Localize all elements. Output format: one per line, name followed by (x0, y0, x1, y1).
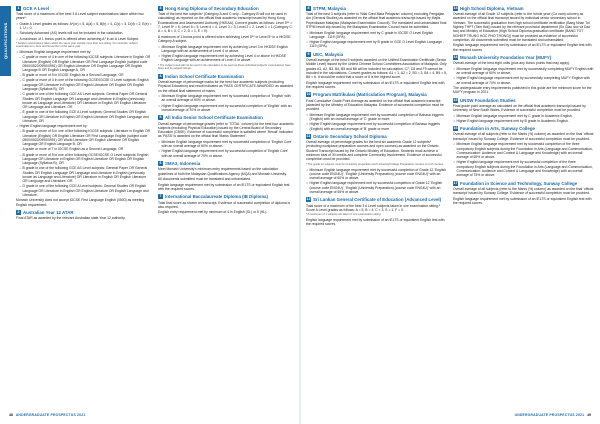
body-paragraph: Overall average of the best eight units (plus any bonus points that may apply). (453, 61, 571, 66)
section-title: Foundation in Science and Technology, Sunway College (460, 180, 578, 186)
section-heading (453, 181, 594, 186)
right-page-number: 49 (587, 413, 591, 417)
section-heading (158, 115, 294, 120)
bullet-item: • Minimum English language requirement met by C grade in Academic English. (453, 114, 594, 118)
bullet-item: • Higher English language requirement met by achieving Level 4 or above in HKDSE English Language with an achievement of Level 4 or above. (158, 54, 294, 63)
sub-bullet-item: – E grade in one of the following GCE A Level subjects: General Studies OR English Language OR Literature in English OR English Literature OR English Language and Literature, OR (16, 110, 152, 123)
body-paragraph: Overall average of the best 5 subjects awarded on the Unified Examination Certificate (Senior Middle Level) issued by the United Chinese School Committees Association of Malaysia. Only grades A1, A2, B3, B4, B5 and B6 will be included for calculation. C7, C8 and F9 cannot be included in the calculations. Convert grades as follows: A1 = 1, A2 = 2, B3 = 3, B4 = 4, B5 = 5, B6 = 6. It should be noted that a score of 6 is the highest score. (306, 58, 447, 80)
right-page-column-1 (306, 6, 447, 406)
qualification-section (453, 6, 594, 52)
body-paragraph: A maximum of 1 bonus point is offered when achieving Level 5** or Level 5* in a HKDSE Category A subject. (158, 34, 291, 44)
section-number-badge: 11 (306, 134, 311, 138)
section-number-badge: 8 (307, 6, 310, 10)
sub-bullet-item: – B grade or more of 5 in one of the following IGCSE subjects: Literature in English OR Literature (English) OR English Literature OR First Language English (subject code 0500/0522/0990/0991) OR World Literature OR English Literature OR English Language OR English Language B, OR (16, 129, 152, 146)
bullet-item: • Minimum English language requirement met by successful completion of Grade 12 'English (course code ENG4U)', 'English (University Preparation) (course code ENG4U)' with an overall average of 60% or above. (306, 168, 447, 181)
section-number-badge: 13 (453, 6, 458, 10)
section-title: Australian Year 12 ATAR (23, 209, 74, 215)
body-paragraph: Overall average of all subjects (refer to the Marks (%) column) as awarded on the final 'official transcript' issued by Sunway College. Evidence of successful completion must be provided. (453, 186, 594, 196)
section-number-badge: 4 (159, 73, 162, 78)
body-paragraph: English entry requirement met by minimum of 4 in English (SL) or 5 (HL). (158, 210, 268, 215)
body-paragraph: All documents submitted must be translated and untranslated. (158, 177, 251, 182)
section-heading (16, 6, 152, 11)
bullet-item: • Scholarly Advanced (AS) levels will not be included in the calculation. (16, 31, 152, 35)
body-paragraph: Total score of a maximum of the best 3 A Level subjects taken in one examination sitting.* Score A Level grades as follows: A = 5, B = 4, C = 3, S = 1, F = 0. (306, 203, 441, 212)
bullet-item: • Higher English language requirement met by B grade in GCE O Level English Language - 1119 (GPA). (306, 40, 447, 49)
qualification-section (158, 161, 294, 191)
sub-bullet-item: – D grade in one of the following GCE A Level subjects: General Studies OR English Language OR Literature in English OR English Literature OR English Language and Literature. (16, 184, 152, 197)
section-title: GCE A Level (23, 6, 50, 11)
left-page-column-2 (158, 6, 294, 406)
right-footer (306, 412, 594, 418)
bullet-item: • Minimum English language requirement met by successful completion of the three compulsory English subjects during the Foundation in Arts (Language and Communication, Communication: Audience and Context & Language and Knowledge) with an overall average of 65% or above. (453, 142, 594, 159)
bullet-item: • Minimum English language requirement met by C grade in IGCSE O Level English Language - 1119 (GPA). (306, 31, 447, 40)
sub-bullet-item: – B grade or more of 5 in IGCSE English as a Second Language, OR (16, 73, 152, 77)
bullet-item: • A maximum of 1 bonus point is offered when achieving A* in an A Level Subject. (16, 37, 152, 41)
bullet-item: • Minimum English language requirement met by successful completion of Bahasa Inggeris (English) with an overall average of 'C' grade or more. (306, 113, 447, 122)
right-page-column-2 (453, 6, 594, 406)
left-page-column-1 (16, 6, 152, 406)
footnote: * The grade 12 subjects must be University preparation and University/College Preparation courses U or M courses. (306, 162, 444, 166)
qualification-section (158, 6, 294, 71)
section-number-badge: 9 (307, 51, 310, 56)
section-heading (306, 52, 447, 57)
body-paragraph: Overall average of percentage grades for the best six academic Grade 12 subjects* (excluding workplace preparation courses and open courses) as awarded on the Ontario Student Transcript issued by the Ontario Ministry of Education. Students must achieve a minimum total of 30 credits and complete Community Involvement. Evidence of successful completion must be provided. (306, 140, 442, 162)
left-page (16, 6, 294, 406)
qualification-section (158, 74, 294, 112)
right-page (306, 6, 594, 406)
section-heading (306, 134, 447, 139)
section-number-badge: 6 (159, 161, 162, 166)
left-page-number: 48 (9, 413, 13, 417)
section-title: UNSW Foundation Studies (460, 97, 516, 103)
section-title: STPM, Malaysia (313, 6, 346, 11)
bullet-item: • Minimum English language requirement met by successful completion of 'English' with an overall average of 60% or above. (158, 94, 294, 103)
section-title: High School Diploma, Vietnam (460, 6, 524, 11)
section-number-badge: 1 (17, 6, 20, 10)
body-paragraph: Meet Monash University's minimum entry requirements based on the calculation guidelines of both the Malaysian Qualifications Agency (MQA) and Monash University. (158, 167, 287, 176)
bullet-item: • Higher English language requirement met by B grade in Academic English. (453, 119, 594, 123)
body-paragraph: Total of the best five subjects* (Category A and C only - Category B will not be used in calculating) as reported on the official final academic transcript issued by Hong Kong Examinations and Assessment Authority (HKEAA). Convert grades as follows: Level 5** = 7, Level 5* = 6, Level 5 = 5, Level 4 = 4, Level 3 = 3, Level 2 = 2, Level 1 = 1 (Category C: A = 4, B = 3, C = 2, D = 1, E = 0). (158, 12, 293, 34)
body-paragraph: Final Cumulative Grade Point Average as awarded on the official final academic transcript (awarded by the Ministry of Education Malaysia. Evidence of successful completion must be provided. (306, 98, 444, 112)
bullet-item: • Higher English language requirement met by successful completion of 'English Core' with an overall average of 70% or above. (158, 149, 294, 158)
section-number-badge: 15 (453, 97, 458, 102)
footnote: * A maximum of 1 subjects are taken in one examination sitting. (306, 213, 382, 217)
qualification-section (453, 55, 594, 94)
sub-bullet-item: – C grade in one of the following GCE AS Level subjects: General Paper OR General Studies OR English Language OR Language and Literature in English (previously known as Language and Literature) OR Literature in English OR English Literature OR Language and Literature, OR (16, 92, 152, 109)
body-paragraph: Total final score as shown on transcript. Evidence of successful completion of diploma is also required. (158, 200, 291, 209)
section-title: UEC, Malaysia (313, 51, 344, 57)
section-number-badge: 2 (17, 209, 20, 214)
section-title: Sri Lankan General Certificate of Education (Advanced Level) (313, 197, 442, 203)
section-heading (306, 197, 447, 202)
section-heading (306, 92, 447, 97)
qualification-section (453, 181, 594, 206)
section-heading (453, 6, 594, 11)
bullet-item: • Higher English language requirement met by successful completion of 'English' with an overall average of 70% or above. (158, 104, 294, 113)
section-heading (158, 6, 294, 11)
section-title: International Baccalaureate Diploma (IB Diploma) (165, 194, 268, 200)
sub-bullet-item: – A grade or more of 7 in IGCSE English as a Second Language, OR (16, 147, 152, 151)
section-heading (453, 126, 594, 131)
footnote: * Subject examinations taken within the same year include more than one sitting. For example: subject examinations in June and November of the same year. (16, 41, 138, 49)
section-number-badge: 10 (306, 92, 311, 97)
section-title: Program Matrikulasi (Matriculation Program), Malaysia (313, 92, 427, 98)
section-title: Ontario Secondary School Diploma (313, 134, 387, 139)
section-title: Indian School Certificate Examination (165, 73, 244, 79)
bullet-item: • Minimum English language requirement met by: (16, 50, 152, 54)
body-paragraph: Total score of a maximum of the best 3 A Level subject examinations taken within two years*: (16, 12, 144, 21)
body-paragraph: Final grade point average as calculated on the official final academic transcript issued by University of New South Wales. Evidence of successful completion must be provided. (453, 103, 586, 113)
section-title: Hong Kong Diploma of Secondary Education (165, 6, 259, 11)
qualification-section (453, 98, 594, 123)
section-number-badge: 3 (159, 6, 162, 10)
section-heading (16, 210, 152, 215)
body-paragraph: Overall average of percentage marks for the best four academic subjects (excluding Physical Education) and result indicated as 'PASS CERTIFICATE AWARDED' as awarded on the official final statement of marks. (158, 79, 293, 93)
sub-bullet-item: – C grade or more of 4 in one of the following GCSE/IGCSE O Level subjects: English Language OR Literature in English OR English Literature OR English OR English Language (Syllabus B), OR (16, 78, 152, 91)
bullet-item: • Higher English language requirement met by successfully completing MUFY English with an overall average of 70% or above. (453, 76, 594, 85)
qualification-section (16, 6, 152, 207)
bullet-item: • Minimum English language requirement met by successful completion of 'English Core' with an overall average of 60% or above. (158, 140, 294, 149)
body-paragraph: Monash University does not accept IGCSE First Language English (0500) as meeting English requirement. (16, 198, 145, 207)
qualification-section (158, 115, 294, 158)
bullet-item: • Grade A Level grades as follows: A*(or) = 5, A(a) = 5, B(b) = 4, C(c) = 3, D(d) = 2, E(e) = 1, U = 0. (16, 22, 152, 31)
section-title: SMA3, Indonesia (165, 161, 201, 167)
section-number-badge: 12 (306, 197, 311, 202)
qualification-section (453, 126, 594, 177)
qualification-section (306, 134, 447, 194)
body-paragraph: English language requirement met by submission of an IELTS or equivalent English test with the required scores. (453, 196, 592, 205)
section-number-badge: 16 (453, 126, 458, 131)
section-title: Monash University Foundation Year (MUFY) (460, 55, 552, 61)
qualification-section (158, 194, 294, 214)
sub-bullet-item: – C grade or more of 4 in one of the following IGCSE subjects: Literature in English OR Literature (English) OR English Literature OR First Language English (subject code 0500/0522/0990/0991) OR English Literature OR English Language OR English Language B OR English Language A, OR (16, 55, 152, 72)
qualification-section (306, 92, 447, 130)
right-footer-text: UNDERGRADUATE PROSPECTUS 2021 (514, 413, 585, 417)
sub-bullet-item: – B grade in one of the following GCE AS Level subjects: General Paper OR General Studies OR English Language OR Language and Literature in English (previously known as Language and Literature) OR Literature in English OR English Literature OR Language and Literature, OR (16, 166, 152, 183)
section-heading (158, 74, 294, 79)
body-paragraph: English language requirement met by submission of an IELTS or equivalent English test with the required scores. (158, 182, 290, 191)
section-number-badge: 17 (453, 180, 458, 185)
section-heading (453, 98, 594, 103)
bullet-item: • Higher English language requirement met by successful completion of the three compulsory English subjects during the Foundation in Arts (Language and Communication, Communication: Audience and Context & Language and Knowledge) with an overall average of 75% or above. (453, 160, 594, 177)
section-heading (158, 194, 294, 199)
section-heading (453, 55, 594, 60)
section-number-badge: 14 (453, 55, 458, 60)
body-paragraph: Overall average of all Grade 12 subjects (refer to the 'whole year' (Ca nam) column) as awarded on the official final transcript issued by individual senior secondary school in Vietnam. The successful graduation from high school certificate verification (Bang Nhan Tot Nghiep THPT (Tam thoi)) issued by the relevant provincial department (So Giao duc va Dao tao) and Ministry of Education (High School Diploma graduation certificate (BANG TOT NGHIEP TRUNG HOC PHO THONG)) must be provided as evidence of successful completion. All documents submitted must be translated and untranslated. (453, 12, 591, 42)
section-number-badge: 7 (159, 194, 162, 199)
left-footer (6, 412, 294, 418)
qualification-section (16, 210, 152, 220)
section-title: All India Senior School Certificate Examination (165, 115, 263, 121)
sub-bullet-item: – B grade or more of 5 in one of the following GCSE/IGCSE O Level subjects: English Language OR Literature in English OR English Literature OR English OR English Language (Syllabus B), OR (16, 153, 152, 166)
qualification-section (306, 52, 447, 89)
footnote: * The subject used will not be used in the calculation to be used as these individual subjects' examinations have been and its subject ratings. (158, 63, 291, 71)
bullet-item: • Minimum English language requirement met by successfully completing MUFY English with an overall average of 60% or above. (453, 67, 594, 76)
qualification-section (306, 197, 447, 226)
body-paragraph: Total of the best 3 subjects (refer to 'Nilai Gred Mata Pelajaran' column) excluding Pengajian Am (General Studies) as awarded on the official final academic transcript issued by Majlis Peperiksaan Malaysia (Malaysian Examination Council). The translated and untranslated final STPM result slip issued by the Malaysian Examination Council must be submitted. (306, 12, 447, 30)
qualification-section (306, 6, 447, 49)
bullet-item: • Higher English language requirement met by successful completion of Grade 12 'English (course code ENG4U)', 'English (University Preparation) (course code ENG4U)' with an overall average of 65% or above. (306, 181, 447, 194)
page-gutter (299, 0, 301, 424)
section-heading (158, 161, 294, 166)
bullet-item: • Higher English language requirement met by: (16, 124, 152, 128)
body-paragraph: English language requirement met by submission of an IELTS or equivalent English test with the required scores. (453, 43, 592, 52)
section-title: Foundation in Arts, Sunway College (460, 126, 535, 132)
body-paragraph: Overall average of all subjects (refer to the Marks (%) column) as awarded on the final 'official transcript' issued by Sunway College. Evidence of successful completion must be provided. (453, 132, 594, 141)
body-paragraph: English language requirement met by submission of an IELTS or equivalent English test with the required scores. (306, 218, 445, 227)
section-number-badge: 5 (159, 115, 162, 120)
body-paragraph: English language requirement met by submission of an IELTS or equivalent English test with the required scores. (306, 80, 445, 89)
section-heading (306, 6, 447, 11)
body-paragraph: The undergraduate entry requirements published in this guide are the minimum score for the MUFY program in 2021. (453, 85, 592, 95)
bullet-item: • Higher English language requirement met by successful completion of Bahasa Inggeris (English) with an overall average of 'B' grade or more. (306, 122, 447, 131)
body-paragraph: Final ATAR as awarded by the relevant Australian state Year 12 authority. (16, 216, 126, 221)
left-footer-text: UNDERGRADUATE PROSPECTUS 2021 (15, 413, 86, 417)
body-paragraph: Overall average of percentage grades (refer to 'TOTAL' column) for the best four academic subjects (excluding Physical Education) issued by the Central Board of Secondary Education (CBSE). Evidence of successful completion is satisfied where 'Result' indicated as 'PASS' is awarded on the official final 'Marks Statement'. (158, 121, 294, 139)
bullet-item: • Minimum English language requirement met by achieving Level 3 in HKDSE English Language with an achievement of Level 4 or above. (158, 45, 294, 54)
section-side-tab: QUALIFICATIONS (0, 6, 11, 76)
